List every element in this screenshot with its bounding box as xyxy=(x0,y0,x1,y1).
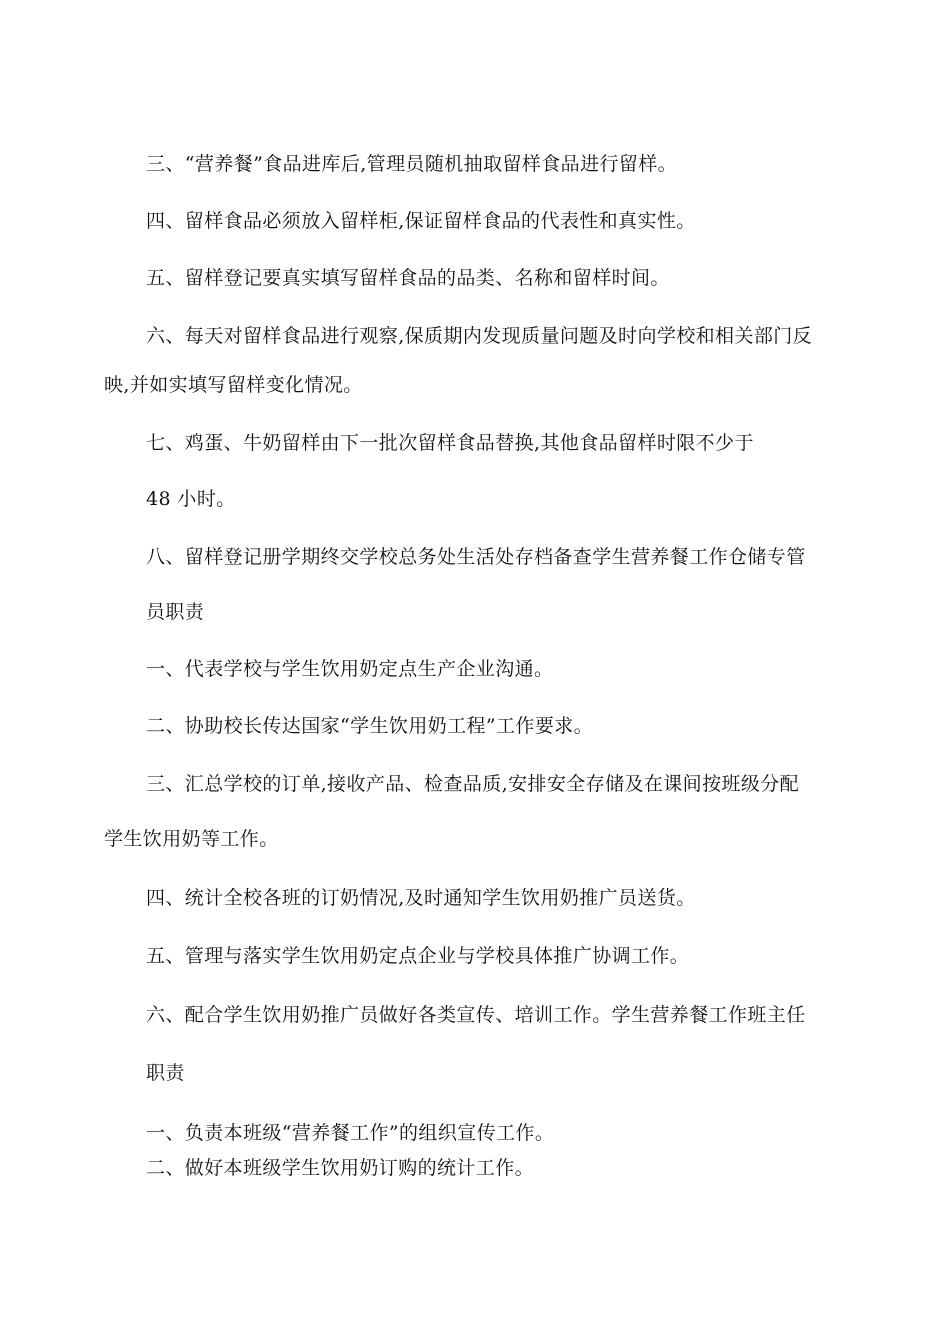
text-line: 五、留样登记要真实填写留样食品的品类、名称和留样时间。 xyxy=(146,267,670,289)
text-line: 员职责 xyxy=(146,601,205,623)
text-line: 四、留样食品必须放入留样柜,保证留样食品的代表性和真实性。 xyxy=(146,210,696,232)
text-line: 八、留样登记册学期终交学校总务处生活处存档备查学生营养餐工作仓储专管 xyxy=(146,546,806,568)
text-line: 一、负责本班级“营养餐工作”的组织宣传工作。 xyxy=(146,1122,555,1144)
text-line: 二、协助校长传达国家“学生饮用奶工程”工作要求。 xyxy=(146,715,594,737)
text-line: 五、管理与落实学生饮用奶定点企业与学校具体推广协调工作。 xyxy=(146,945,690,967)
text-line: 二、做好本班级学生饮用奶订购的统计工作。 xyxy=(146,1157,535,1179)
text-line: 三、汇总学校的订单,接收产品、检查品质,安排安全存储及在课间按班级分配 xyxy=(146,773,800,795)
text-line: 六、每天对留样食品进行观察,保质期内发现质量问题及时向学校和相关部门反 xyxy=(146,325,813,347)
text-line: 映,并如实填写留样变化情况。 xyxy=(104,374,363,396)
text-line: 职责 xyxy=(146,1062,185,1084)
text-line: 七、鸡蛋、牛奶留样由下一批次留样食品替换,其他食品留样时限不少于 xyxy=(146,432,754,454)
text-line: 学生饮用奶等工作。 xyxy=(104,828,279,850)
text-line: 48 小时。 xyxy=(146,488,236,510)
text-line: 一、代表学校与学生饮用奶定点生产企业沟通。 xyxy=(146,658,554,680)
text-line: 三、“营养餐”食品进库后,管理员随机抽取留样食品进行留样。 xyxy=(146,153,678,175)
text-line: 六、配合学生饮用奶推广员做好各类宣传、培训工作。学生营养餐工作班主任 xyxy=(146,1004,806,1026)
text-line: 四、统计全校各班的订奶情况,及时通知学生饮用奶推广员送货。 xyxy=(146,887,696,909)
